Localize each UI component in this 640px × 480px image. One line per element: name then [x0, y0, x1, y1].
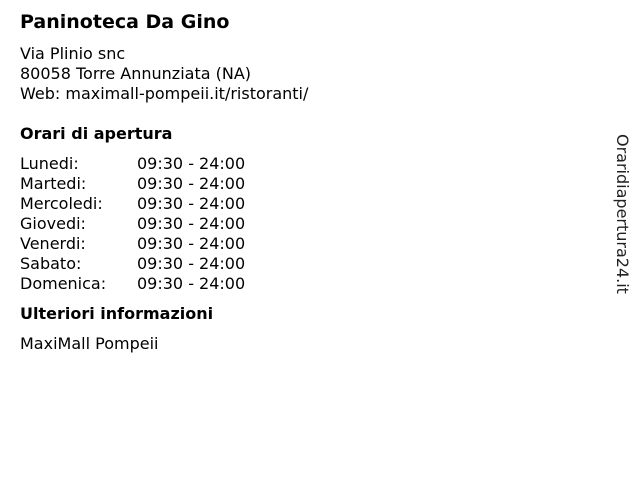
- time-value: 09:30 - 24:00: [137, 234, 246, 253]
- more-info-title: Ulteriori informazioni: [20, 304, 214, 323]
- hours-row-monday: [20, 154, 600, 174]
- time-value: 09:30 - 24:00: [137, 254, 246, 273]
- hours-row-saturday: [20, 254, 600, 274]
- time-value: 09:30 - 24:00: [137, 214, 246, 233]
- hours-row-thursday: [20, 214, 600, 234]
- day-label: Sabato:: [20, 254, 82, 273]
- hours-row-wednesday: [20, 194, 600, 214]
- day-label: Venerdi:: [20, 234, 86, 253]
- time-value: 09:30 - 24:00: [137, 274, 246, 293]
- day-label: Lunedi:: [20, 154, 79, 173]
- address-street: Via Plinio snc: [20, 44, 126, 63]
- opening-hours-table: [20, 154, 600, 294]
- day-label: Mercoledi:: [20, 194, 103, 213]
- hours-row-sunday: [20, 274, 600, 294]
- hours-row-tuesday: [20, 174, 600, 194]
- time-value: 09:30 - 24:00: [137, 174, 246, 193]
- opening-hours-title: Orari di apertura: [20, 124, 173, 143]
- website-link[interactable]: Web: maximall-pompeii.it/ristoranti/: [20, 84, 309, 103]
- hours-row-friday: [20, 234, 600, 254]
- time-value: 09:30 - 24:00: [137, 154, 246, 173]
- day-label: Martedi:: [20, 174, 87, 193]
- time-value: 09:30 - 24:00: [137, 194, 246, 213]
- business-name: Paninoteca Da Gino: [20, 11, 230, 33]
- day-label: Giovedi:: [20, 214, 86, 233]
- site-watermark: Oraridiapertura24.it: [613, 134, 632, 294]
- address-city: 80058 Torre Annunziata (NA): [20, 64, 251, 83]
- day-label: Domenica:: [20, 274, 107, 293]
- more-info-text: MaxiMall Pompeii: [20, 334, 159, 353]
- business-card: [20, 8, 600, 354]
